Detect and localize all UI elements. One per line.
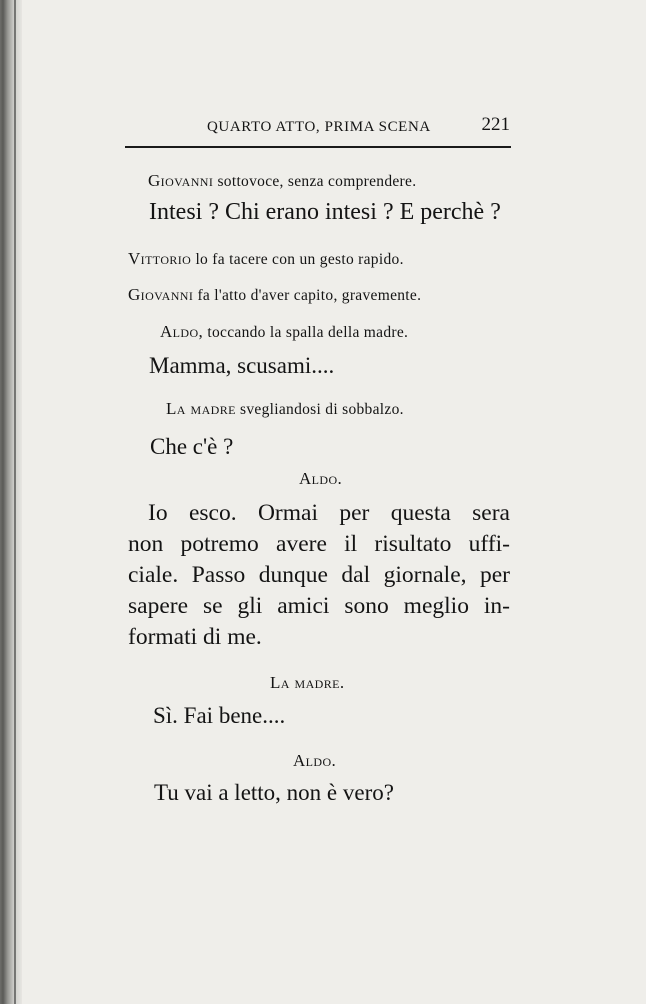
paragraph-line: Io esco. Ormai per questa sera: [148, 500, 510, 526]
stage-direction-text: toccando la spalla della madre.: [207, 324, 409, 341]
dialogue-line: Intesi ? Chi erano intesi ? E perchè ?: [149, 199, 501, 225]
speaker-name: Giovanni: [148, 171, 214, 190]
dialogue-line: Che c'è ?: [150, 434, 234, 459]
running-head: QUARTO ATTO, PRIMA SCENA: [207, 119, 431, 135]
speaker-name: Aldo,: [160, 322, 204, 341]
header-rule: [125, 146, 511, 148]
stage-direction: [128, 285, 421, 305]
stage-direction-text: sottovoce, senza comprendere.: [217, 173, 417, 190]
speaker-name: La madre: [166, 399, 236, 418]
stage-direction: [166, 399, 404, 419]
dialogue-line: Mamma, scusami....: [149, 353, 335, 378]
dialogue-line: Sì. Fai bene....: [153, 703, 286, 728]
speaker-heading: Aldo.: [293, 751, 337, 770]
speaker-heading: Aldo.: [299, 469, 343, 488]
dialogue-paragraph: [128, 498, 510, 653]
speaker-name: Vittorio: [128, 249, 192, 268]
paragraph-line: sapere se gli amici sono meglio in-: [128, 593, 510, 619]
page-binding-edge: [0, 0, 22, 1004]
stage-direction-text: svegliandosi di sobbalzo.: [240, 401, 404, 418]
page-header: [125, 112, 510, 140]
speaker-heading: La madre.: [270, 673, 345, 692]
stage-direction: [128, 249, 404, 269]
paragraph-line: ciale. Passo dunque dal giornale, per: [128, 562, 510, 588]
page-number: 221: [481, 114, 510, 135]
binding-rule: [14, 0, 16, 1004]
paragraph-line: formati di me.: [128, 624, 262, 650]
speaker-name: Giovanni: [128, 285, 194, 304]
stage-direction-text: fa l'atto d'aver capito, gravemente.: [197, 287, 422, 304]
paragraph-line: non potremo avere il risultato uffi-: [128, 531, 510, 557]
stage-direction: [148, 171, 416, 191]
dialogue-line: Tu vai a letto, non è vero?: [154, 780, 394, 805]
stage-direction-text: lo fa tacere con un gesto rapido.: [195, 251, 404, 268]
stage-direction: [160, 322, 408, 342]
